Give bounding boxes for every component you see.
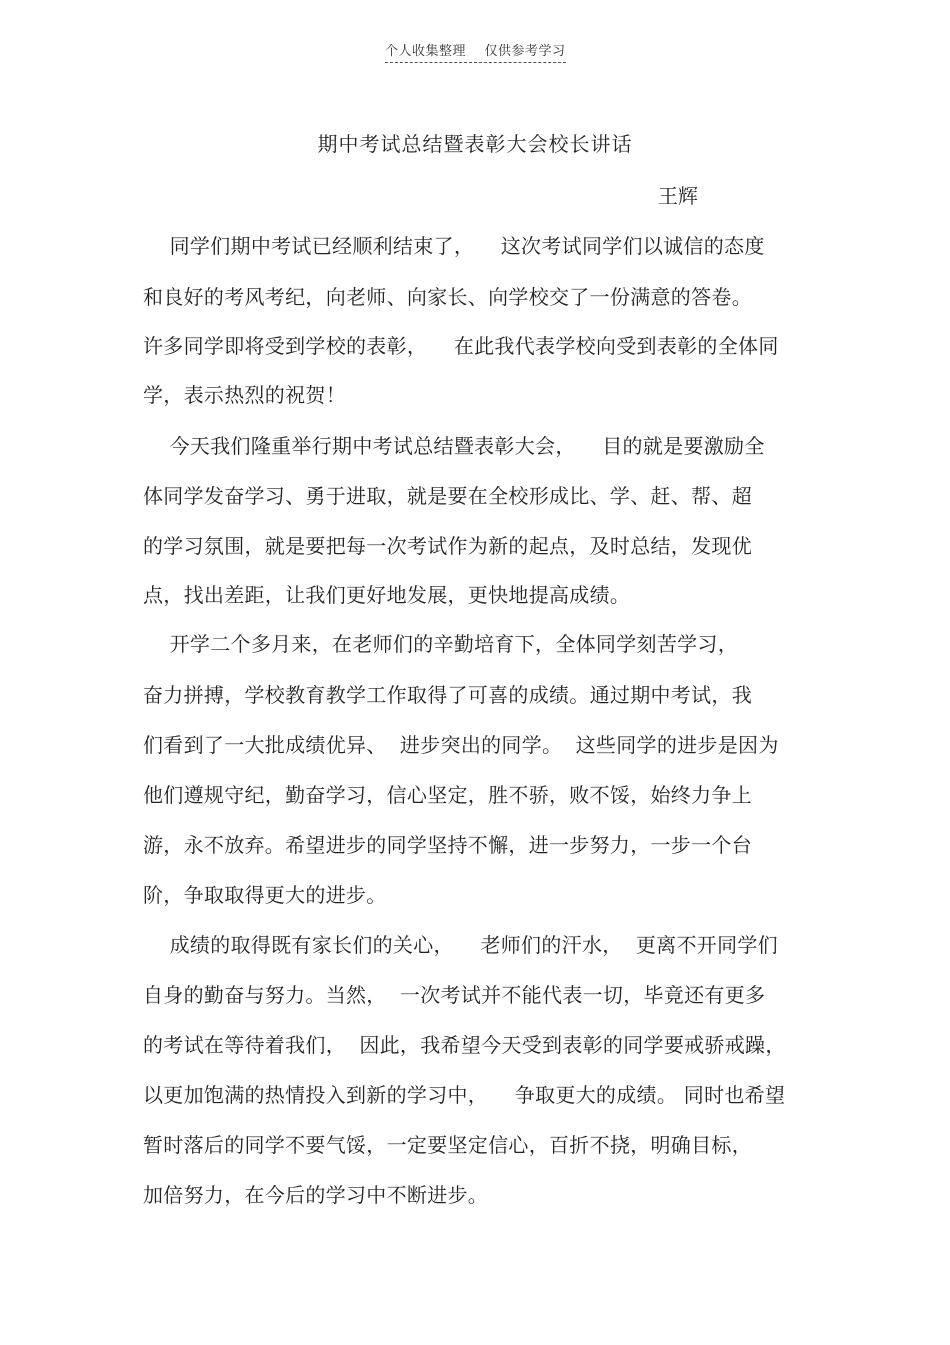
body-line: 的考试在等待着我们， 因此，我希望今天受到表彰的同学要戒骄戒躁， <box>143 1033 786 1057</box>
body-line: 阶，争取取得更大的进步。 <box>143 883 387 907</box>
body-line: 学，表示热烈的祝贺！ <box>143 383 346 407</box>
body-line: 的学习氛围，就是要把每一次考试作为新的起点，及时总结，发现优 <box>143 534 752 558</box>
body-line: 和良好的考风考纪，向老师、向家长、向学校交了一份满意的答卷。 <box>143 285 752 309</box>
body-line: 加倍努力，在今后的学习中不断进步。 <box>143 1183 489 1207</box>
body-line: 他们遵规守纪，勤奋学习，信心坚定，胜不骄，败不馁，始终力争上 <box>143 783 752 807</box>
body-line: 今天我们隆重举行期中考试总结暨表彰大会， 目的就是要激励全 <box>143 434 765 458</box>
body-line: 游，永不放弃。希望进步的同学坚持不懈，进一步努力，一步一个台 <box>143 833 752 857</box>
body-line: 同学们期中考试已经顺利结束了， 这次考试同学们以诚信的态度 <box>143 234 765 258</box>
body-line: 奋力拼搏，学校教育教学工作取得了可喜的成绩。通过期中考试，我 <box>143 683 752 707</box>
header-note: 个人收集整理 仅供参考学习 <box>385 40 566 63</box>
author-name: 王辉 <box>658 184 698 208</box>
document-title: 期中考试总结暨表彰大会校长讲话 <box>317 132 633 156</box>
body-line: 开学二个多月来，在老师们的辛勤培育下，全体同学刻苦学习， <box>143 632 739 656</box>
body-line: 自身的勤奋与努力。当然， 一次考试并不能代表一切，毕竟还有更多 <box>143 983 766 1007</box>
body-line: 许多同学即将受到学校的表彰， 在此我代表学校向受到表彰的全体同 <box>143 334 779 358</box>
body-line: 暂时落后的同学不要气馁，一定要坚定信心，百折不挠，明确目标， <box>143 1133 752 1157</box>
body-line: 成绩的取得既有家长们的关心， 老师们的汗水， 更离不开同学们 <box>143 933 778 957</box>
body-line: 点，找出差距，让我们更好地发展，更快地提高成绩。 <box>143 583 631 607</box>
body-line: 们看到了一大批成绩优异、 进步突出的同学。 这些同学的进步是因为 <box>143 733 779 757</box>
body-line: 体同学发奋学习、勇于进取，就是要在全校形成比、学、赶、帮、超 <box>143 484 752 508</box>
body-line: 以更加饱满的热情投入到新的学习中， 争取更大的成绩。 同时也希望 <box>143 1083 786 1107</box>
